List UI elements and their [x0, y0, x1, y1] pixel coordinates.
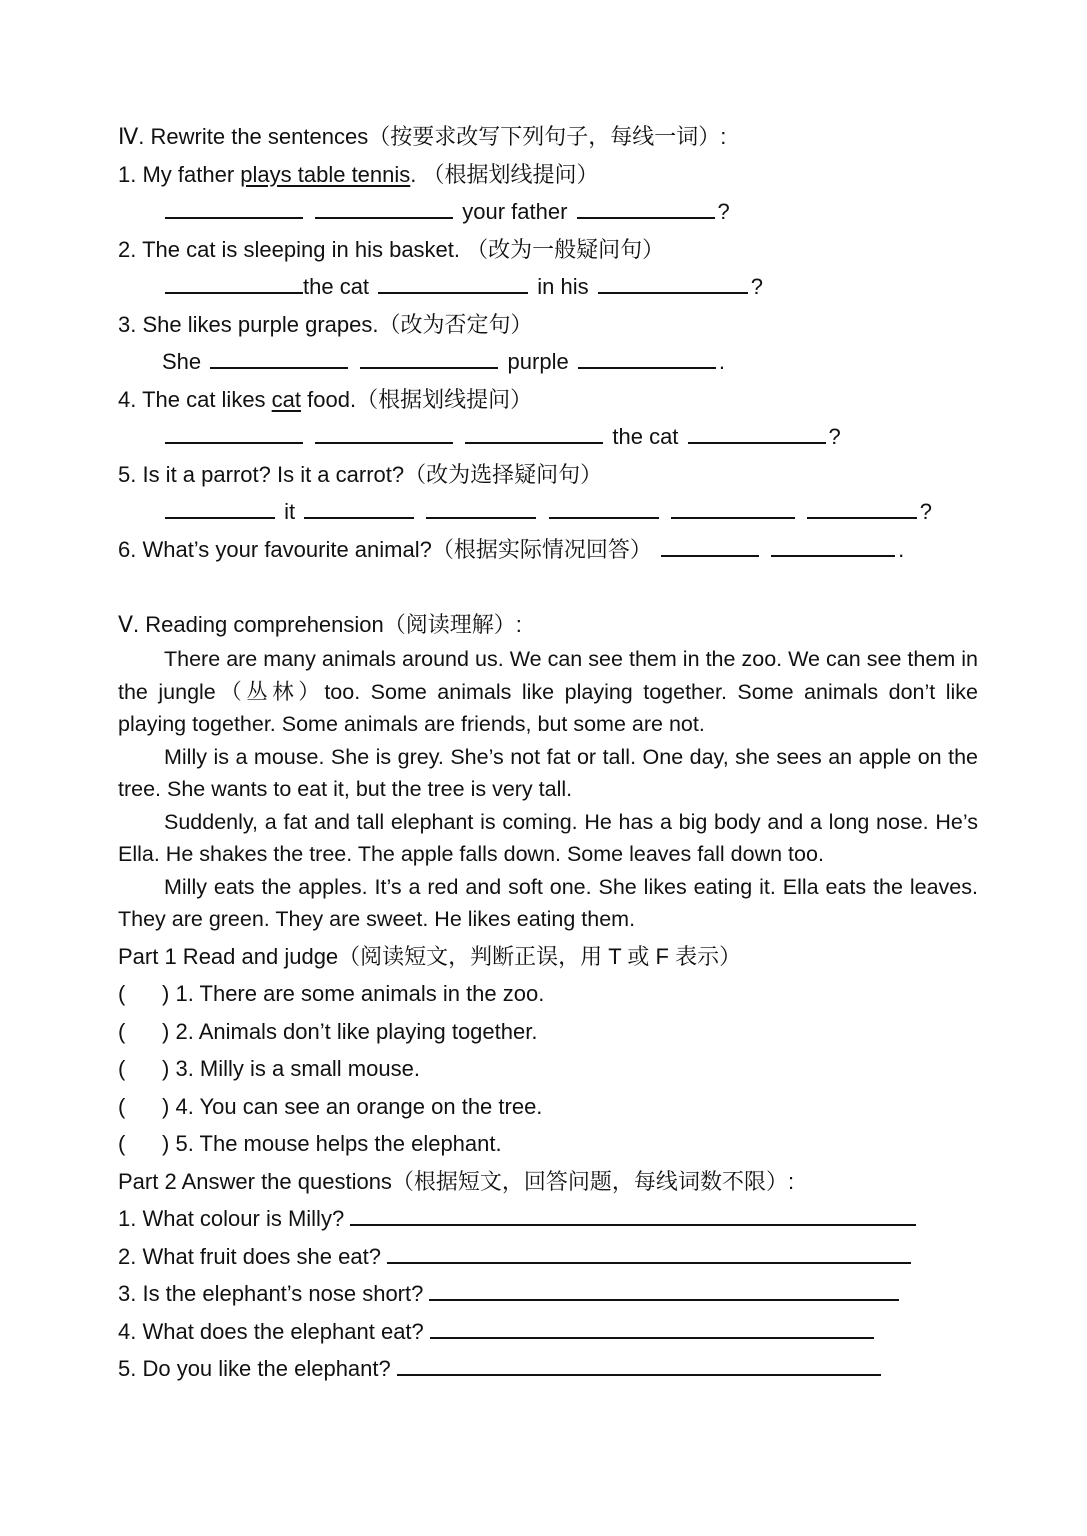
- blank[interactable]: [771, 533, 895, 557]
- answer-5-end: ?: [919, 499, 932, 524]
- blank[interactable]: [549, 495, 659, 519]
- question-text: 2. What fruit does she eat?: [118, 1243, 381, 1269]
- blank[interactable]: [165, 270, 303, 294]
- question-1: [118, 156, 978, 194]
- passage-paragraph: Suddenly, a fat and tall elephant is coming. He has a big body and a long nose. He’s Ella. He shakes the tree. The apple falls down. Some leaves fall down too.: [118, 809, 978, 866]
- answer-2-text-b: in his: [537, 274, 589, 299]
- question-text: 5. Do you like the elephant?: [118, 1356, 391, 1381]
- blank[interactable]: [577, 195, 715, 219]
- question-6-text: 6. What’s your favourite animal?（根据实际情况回答）: [118, 536, 652, 562]
- answer-bracket[interactable]: ( ): [118, 1093, 170, 1119]
- part-1-heading: Part 1 Read and judge（阅读短文，判断正误，用 T 或 F 表示）: [118, 943, 742, 969]
- question-1-instruction: . （根据划线提问）: [410, 161, 599, 187]
- blank[interactable]: [315, 420, 453, 444]
- worksheet-page: [118, 118, 978, 1388]
- answer-line[interactable]: [429, 1277, 899, 1301]
- answer-line-1: [118, 193, 978, 231]
- question-4: [118, 381, 978, 419]
- answer-question: [118, 1238, 978, 1276]
- question-text: 3. Is the elephant’s nose short?: [118, 1281, 424, 1306]
- answer-3-text: purple: [507, 349, 569, 374]
- question-text: 1. What colour is Milly?: [118, 1206, 345, 1231]
- passage-paragraph: Milly is a mouse. She is grey. She’s not fat or tall. One day, she sees an apple on the tree. She wants to eat it, but the tree is very tall.: [118, 744, 978, 801]
- question-1-underlined: plays table tennis: [240, 161, 411, 187]
- blank[interactable]: [165, 420, 303, 444]
- question-4-underlined: cat: [271, 386, 302, 412]
- answer-1-end: ?: [717, 199, 730, 224]
- blank[interactable]: [315, 195, 453, 219]
- blank[interactable]: [807, 495, 917, 519]
- judge-item-text: 4. You can see an orange on the tree.: [175, 1093, 543, 1119]
- answer-4-text: the cat: [612, 424, 679, 449]
- answer-line[interactable]: [387, 1240, 911, 1264]
- answer-line[interactable]: [397, 1352, 881, 1376]
- section-4-heading: Ⅳ. Rewrite the sentences（按要求改写下列句子，每线一词）:: [118, 124, 727, 149]
- answer-2-text-a: the cat: [303, 274, 370, 299]
- question-6: [118, 531, 978, 569]
- blank[interactable]: [360, 345, 498, 369]
- blank[interactable]: [165, 195, 303, 219]
- answer-line[interactable]: [430, 1315, 874, 1339]
- answer-line-2: [118, 268, 978, 306]
- blank[interactable]: [465, 420, 603, 444]
- part-2-heading: Part 2 Answer the questions（根据短文，回答问题，每线词数不限）:: [118, 1168, 795, 1194]
- judge-item: [118, 1088, 978, 1126]
- answer-question: [118, 1350, 978, 1388]
- answer-bracket[interactable]: ( ): [118, 981, 170, 1006]
- passage-paragraph: Milly eats the apples. It’s a red and soft one. She likes eating it. Ella eats the leaves. They are green. They are sweet. He likes eating them.: [118, 874, 978, 931]
- passage-paragraph: There are many animals around us. We can see them in the zoo. We can see them in the jungle（丛林）too. Some animals like playing together. Some animals don’t like playing together. Some animals are friends, but some are not.: [118, 647, 978, 736]
- question-4-start: 4. The cat likes: [118, 386, 272, 412]
- blank[interactable]: [210, 345, 348, 369]
- answer-bracket[interactable]: ( ): [118, 1131, 170, 1156]
- answer-question: [118, 1313, 978, 1351]
- blank[interactable]: [578, 345, 716, 369]
- answer-6-end: .: [898, 536, 905, 562]
- answer-3-end: .: [718, 349, 725, 374]
- answer-question: [118, 1200, 978, 1238]
- answer-3-start: She: [162, 349, 202, 374]
- blank[interactable]: [598, 270, 748, 294]
- judge-item: [118, 1050, 978, 1088]
- question-1-start: 1. My father: [118, 161, 241, 187]
- judge-item-text: 2. Animals don’t like playing together.: [175, 1018, 538, 1044]
- answer-2-end: ?: [750, 274, 764, 299]
- question-text: 4. What does the elephant eat?: [118, 1318, 424, 1344]
- question-2: 2. The cat is sleeping in his basket. （改为一般疑问句）: [118, 236, 665, 262]
- answer-line-3: [118, 343, 978, 381]
- answer-bracket[interactable]: ( ): [118, 1056, 170, 1081]
- judge-item-text: 3. Milly is a small mouse.: [175, 1056, 420, 1081]
- blank[interactable]: [688, 420, 826, 444]
- blank[interactable]: [165, 495, 275, 519]
- judge-item: [118, 1125, 978, 1163]
- answer-line[interactable]: [350, 1202, 916, 1226]
- blank[interactable]: [671, 495, 795, 519]
- blank[interactable]: [661, 533, 759, 557]
- reading-passage: [118, 643, 978, 936]
- answer-line-5: [118, 493, 978, 531]
- blank[interactable]: [426, 495, 536, 519]
- section-5-heading: Ⅴ. Reading comprehension（阅读理解）:: [118, 611, 522, 637]
- answer-1-text: your father: [462, 199, 568, 224]
- judge-item-text: 5. The mouse helps the elephant.: [175, 1131, 502, 1156]
- answer-line-4: [118, 418, 978, 456]
- answer-question: [118, 1275, 978, 1313]
- blank[interactable]: [304, 495, 414, 519]
- answer-bracket[interactable]: ( ): [118, 1018, 170, 1044]
- judge-item: [118, 975, 978, 1013]
- judge-item: [118, 1013, 978, 1051]
- answer-5-text: it: [284, 499, 296, 524]
- question-4-instruction: food.（根据划线提问）: [301, 386, 533, 412]
- question-3: 3. She likes purple grapes.（改为否定句）: [118, 311, 533, 337]
- question-5: 5. Is it a parrot? Is it a carrot?（改为选择疑问句）: [118, 461, 603, 487]
- blank[interactable]: [378, 270, 528, 294]
- judge-item-text: 1. There are some animals in the zoo.: [175, 981, 545, 1006]
- answer-4-end: ?: [828, 424, 841, 449]
